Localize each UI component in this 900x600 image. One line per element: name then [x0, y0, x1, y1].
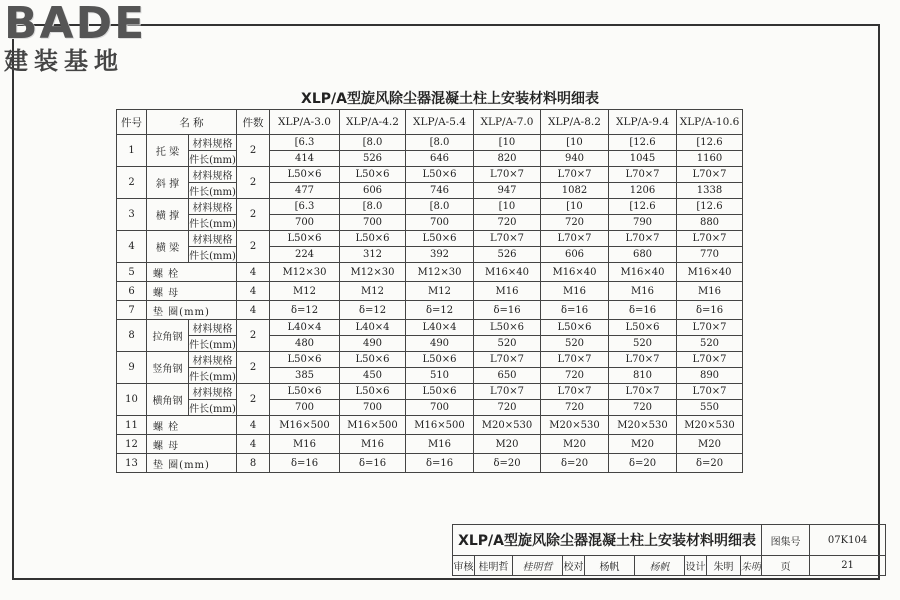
- spec-value: δ=16: [541, 301, 609, 320]
- length-value: 520: [609, 336, 677, 352]
- spec-value: L70×7: [609, 231, 677, 247]
- length-value: 720: [609, 400, 677, 416]
- spec-value: M12: [270, 282, 340, 301]
- spec-value: δ=16: [270, 454, 340, 473]
- spec-value: M12: [406, 282, 474, 301]
- table-row: [117, 320, 743, 336]
- designer-signature: 朱明: [741, 556, 762, 576]
- item-name: 拉角钢: [147, 320, 189, 352]
- spec-value: [8.0: [406, 135, 474, 151]
- spec-value: M16: [609, 282, 677, 301]
- spec-value: [10: [474, 199, 541, 215]
- item-name: 横角钢: [147, 384, 189, 416]
- length-value: 700: [406, 215, 474, 231]
- spec-value: L50×6: [541, 320, 609, 336]
- page-number: 21: [810, 556, 886, 576]
- spec-value: [6.3: [270, 199, 340, 215]
- length-value: 700: [406, 400, 474, 416]
- spec-value: L70×7: [609, 352, 677, 368]
- spec-value: M20: [609, 435, 677, 454]
- item-name: 垫 圈(mm): [147, 301, 237, 320]
- table-row: [117, 263, 743, 282]
- header-no: 件号: [117, 110, 147, 135]
- length-value: 700: [270, 215, 340, 231]
- spec-value: δ=16: [609, 301, 677, 320]
- spec-value: L50×6: [270, 167, 340, 183]
- length-value: 880: [677, 215, 743, 231]
- length-value: 520: [677, 336, 743, 352]
- spec-value: L50×6: [474, 320, 541, 336]
- item-count: 4: [237, 301, 270, 320]
- item-number: 3: [117, 199, 147, 231]
- spec-value: δ=20: [609, 454, 677, 473]
- spec-value: L70×7: [677, 167, 743, 183]
- spec-value: M12×30: [340, 263, 406, 282]
- header-model: XLP/A-8.2: [541, 110, 609, 135]
- length-value: 1045: [609, 151, 677, 167]
- sub-label-spec: 材料规格: [189, 135, 237, 151]
- table-row: [117, 167, 743, 183]
- spec-value: L40×4: [406, 320, 474, 336]
- checker-name: 杨帆: [585, 556, 635, 576]
- spec-value: L70×7: [677, 320, 743, 336]
- length-value: 1206: [609, 183, 677, 199]
- item-name: 螺 栓: [147, 416, 237, 435]
- sub-label-length: 件长(mm): [189, 183, 237, 199]
- table-row: [117, 247, 743, 263]
- length-value: 550: [677, 400, 743, 416]
- reviewer-signature: 桂明哲: [513, 556, 563, 576]
- item-count: 2: [237, 231, 270, 263]
- table-row: [117, 135, 743, 151]
- material-table: [116, 109, 743, 473]
- header-model: XLP/A-5.4: [406, 110, 474, 135]
- spec-value: M20×530: [541, 416, 609, 435]
- item-count: 2: [237, 167, 270, 199]
- spec-value: δ=20: [474, 454, 541, 473]
- spec-value: M16×500: [406, 416, 474, 435]
- spec-value: M16: [677, 282, 743, 301]
- spec-value: M16: [340, 435, 406, 454]
- spec-value: δ=16: [406, 454, 474, 473]
- sub-label-length: 件长(mm): [189, 215, 237, 231]
- length-value: 312: [340, 247, 406, 263]
- spec-value: δ=16: [340, 454, 406, 473]
- length-value: 720: [541, 400, 609, 416]
- spec-value: L50×6: [406, 231, 474, 247]
- item-count: 2: [237, 352, 270, 384]
- spec-value: δ=20: [541, 454, 609, 473]
- spec-value: δ=12: [406, 301, 474, 320]
- item-count: 2: [237, 199, 270, 231]
- spec-value: L70×7: [677, 231, 743, 247]
- spec-value: [12.6: [677, 199, 743, 215]
- spec-value: [12.6: [609, 199, 677, 215]
- spec-value: L70×7: [609, 167, 677, 183]
- header-model: XLP/A-10.6: [677, 110, 743, 135]
- length-value: 650: [474, 368, 541, 384]
- spec-value: M16: [406, 435, 474, 454]
- length-value: 526: [474, 247, 541, 263]
- item-number: 11: [117, 416, 147, 435]
- item-count: 2: [237, 384, 270, 416]
- item-name: 螺 母: [147, 435, 237, 454]
- sub-label-spec: 材料规格: [189, 231, 237, 247]
- table-row: [117, 183, 743, 199]
- length-value: 810: [609, 368, 677, 384]
- spec-value: M16×500: [270, 416, 340, 435]
- length-value: 510: [406, 368, 474, 384]
- table-row: [117, 435, 743, 454]
- review-label: 审核: [453, 556, 475, 576]
- length-value: 392: [406, 247, 474, 263]
- length-value: 1338: [677, 183, 743, 199]
- sub-label-spec: 材料规格: [189, 352, 237, 368]
- spec-value: [10: [474, 135, 541, 151]
- length-value: 385: [270, 368, 340, 384]
- length-value: 890: [677, 368, 743, 384]
- spec-value: [8.0: [340, 199, 406, 215]
- checker-signature: 杨帆: [635, 556, 685, 576]
- table-row: [117, 384, 743, 400]
- header-model: XLP/A-4.2: [340, 110, 406, 135]
- spec-value: L50×6: [609, 320, 677, 336]
- length-value: 770: [677, 247, 743, 263]
- item-number: 7: [117, 301, 147, 320]
- spec-value: M20: [541, 435, 609, 454]
- length-value: 646: [406, 151, 474, 167]
- spec-value: L50×6: [406, 167, 474, 183]
- spec-value: L70×7: [541, 167, 609, 183]
- item-name: 螺 母: [147, 282, 237, 301]
- item-number: 8: [117, 320, 147, 352]
- spec-value: M20×530: [677, 416, 743, 435]
- spec-value: L70×7: [677, 384, 743, 400]
- spec-value: L50×6: [270, 352, 340, 368]
- item-number: 9: [117, 352, 147, 384]
- sub-label-spec: 材料规格: [189, 320, 237, 336]
- item-name: 横 梁: [147, 231, 189, 263]
- spec-value: δ=20: [677, 454, 743, 473]
- spec-value: M16×40: [474, 263, 541, 282]
- length-value: 700: [270, 400, 340, 416]
- length-value: 1082: [541, 183, 609, 199]
- spec-value: L70×7: [474, 167, 541, 183]
- spec-value: L70×7: [474, 231, 541, 247]
- spec-value: [12.6: [609, 135, 677, 151]
- header-model: XLP/A-9.4: [609, 110, 677, 135]
- table-row: [117, 199, 743, 215]
- sub-label-length: 件长(mm): [189, 400, 237, 416]
- item-number: 5: [117, 263, 147, 282]
- length-value: 606: [541, 247, 609, 263]
- length-value: 1160: [677, 151, 743, 167]
- spec-value: L70×7: [474, 384, 541, 400]
- length-value: 526: [340, 151, 406, 167]
- title-block: [452, 524, 886, 576]
- spec-value: M20: [474, 435, 541, 454]
- sub-label-length: 件长(mm): [189, 151, 237, 167]
- length-value: 224: [270, 247, 340, 263]
- item-count: 4: [237, 263, 270, 282]
- length-value: 947: [474, 183, 541, 199]
- item-number: 12: [117, 435, 147, 454]
- atlas-label: 图集号: [762, 525, 810, 556]
- spec-value: L70×7: [474, 352, 541, 368]
- spec-value: L50×6: [270, 231, 340, 247]
- item-name: 竖角钢: [147, 352, 189, 384]
- length-value: 940: [541, 151, 609, 167]
- item-count: 4: [237, 435, 270, 454]
- spec-value: [6.3: [270, 135, 340, 151]
- spec-value: M12: [340, 282, 406, 301]
- item-name: 横 撑: [147, 199, 189, 231]
- item-name: 垫 圈(mm): [147, 454, 237, 473]
- length-value: 720: [541, 368, 609, 384]
- length-value: 520: [474, 336, 541, 352]
- header-model: XLP/A-7.0: [474, 110, 541, 135]
- table-row: [117, 454, 743, 473]
- page-label: 页: [762, 556, 810, 576]
- spec-value: [10: [541, 199, 609, 215]
- length-value: 820: [474, 151, 541, 167]
- item-name: 螺 栓: [147, 263, 237, 282]
- spec-value: L50×6: [340, 167, 406, 183]
- spec-value: M12×30: [406, 263, 474, 282]
- table-row: [117, 352, 743, 368]
- page-title: XLP/A型旋风除尘器混凝土柱上安装材料明细表: [301, 91, 599, 107]
- spec-value: M16: [270, 435, 340, 454]
- sub-label-spec: 材料规格: [189, 199, 237, 215]
- length-value: 720: [541, 215, 609, 231]
- reviewer-name: 桂明哲: [475, 556, 513, 576]
- table-row: [117, 215, 743, 231]
- table-row: [117, 151, 743, 167]
- spec-value: L70×7: [609, 384, 677, 400]
- check-label: 校对: [563, 556, 585, 576]
- length-value: 450: [340, 368, 406, 384]
- item-name: 托 梁: [147, 135, 189, 167]
- spec-value: L50×6: [406, 352, 474, 368]
- length-value: 490: [340, 336, 406, 352]
- table-header-row: [117, 110, 743, 135]
- item-number: 1: [117, 135, 147, 167]
- designer-name: 朱明: [707, 556, 741, 576]
- length-value: 477: [270, 183, 340, 199]
- length-value: 414: [270, 151, 340, 167]
- spec-value: M20×530: [474, 416, 541, 435]
- length-value: 700: [340, 400, 406, 416]
- header-name: 名 称: [147, 110, 237, 135]
- length-value: 720: [474, 215, 541, 231]
- item-number: 6: [117, 282, 147, 301]
- spec-value: L70×7: [677, 352, 743, 368]
- spec-value: [12.6: [677, 135, 743, 151]
- spec-value: L70×7: [541, 352, 609, 368]
- item-number: 4: [117, 231, 147, 263]
- spec-value: L50×6: [340, 384, 406, 400]
- length-value: 680: [609, 247, 677, 263]
- spec-value: L40×4: [340, 320, 406, 336]
- spec-value: M16×500: [340, 416, 406, 435]
- spec-value: M16×40: [541, 263, 609, 282]
- logo-word: BADE: [4, 0, 147, 49]
- atlas-number: 07K104: [810, 525, 886, 556]
- logo-subtitle: 建装基地: [4, 47, 124, 75]
- length-value: 520: [541, 336, 609, 352]
- spec-value: M20×530: [609, 416, 677, 435]
- spec-value: [10: [541, 135, 609, 151]
- length-value: 746: [406, 183, 474, 199]
- spec-value: [8.0: [340, 135, 406, 151]
- spec-value: M12×30: [270, 263, 340, 282]
- item-number: 2: [117, 167, 147, 199]
- title-block-title: XLP/A型旋风除尘器混凝土柱上安装材料明细表: [453, 525, 762, 556]
- table-row: [117, 416, 743, 435]
- table-row: [117, 231, 743, 247]
- length-value: 606: [340, 183, 406, 199]
- sub-label-length: 件长(mm): [189, 368, 237, 384]
- table-row: [117, 336, 743, 352]
- header-model: XLP/A-3.0: [270, 110, 340, 135]
- length-value: 720: [474, 400, 541, 416]
- table-row: [117, 282, 743, 301]
- length-value: 480: [270, 336, 340, 352]
- table-row: [117, 368, 743, 384]
- table-row: [117, 301, 743, 320]
- item-count: 2: [237, 135, 270, 167]
- spec-value: L50×6: [340, 352, 406, 368]
- spec-value: M16: [474, 282, 541, 301]
- spec-value: L40×4: [270, 320, 340, 336]
- item-name: 斜 撑: [147, 167, 189, 199]
- length-value: 490: [406, 336, 474, 352]
- spec-value: L70×7: [541, 384, 609, 400]
- spec-value: M16: [541, 282, 609, 301]
- spec-value: δ=16: [474, 301, 541, 320]
- item-number: 10: [117, 384, 147, 416]
- item-count: 4: [237, 282, 270, 301]
- spec-value: M16×40: [677, 263, 743, 282]
- length-value: 790: [609, 215, 677, 231]
- item-number: 13: [117, 454, 147, 473]
- spec-value: L70×7: [541, 231, 609, 247]
- spec-value: δ=16: [677, 301, 743, 320]
- table-row: [117, 400, 743, 416]
- sub-label-length: 件长(mm): [189, 247, 237, 263]
- length-value: 700: [340, 215, 406, 231]
- logo: [4, 2, 146, 76]
- sub-label-spec: 材料规格: [189, 167, 237, 183]
- spec-value: L50×6: [270, 384, 340, 400]
- item-count: 8: [237, 454, 270, 473]
- spec-value: L50×6: [406, 384, 474, 400]
- sub-label-length: 件长(mm): [189, 336, 237, 352]
- header-count: 件数: [237, 110, 270, 135]
- spec-value: L50×6: [340, 231, 406, 247]
- spec-value: δ=12: [340, 301, 406, 320]
- spec-value: δ=12: [270, 301, 340, 320]
- sub-label-spec: 材料规格: [189, 384, 237, 400]
- spec-value: [8.0: [406, 199, 474, 215]
- item-count: 4: [237, 416, 270, 435]
- spec-value: M20: [677, 435, 743, 454]
- spec-value: M16×40: [609, 263, 677, 282]
- item-count: 2: [237, 320, 270, 352]
- design-label: 设计: [685, 556, 707, 576]
